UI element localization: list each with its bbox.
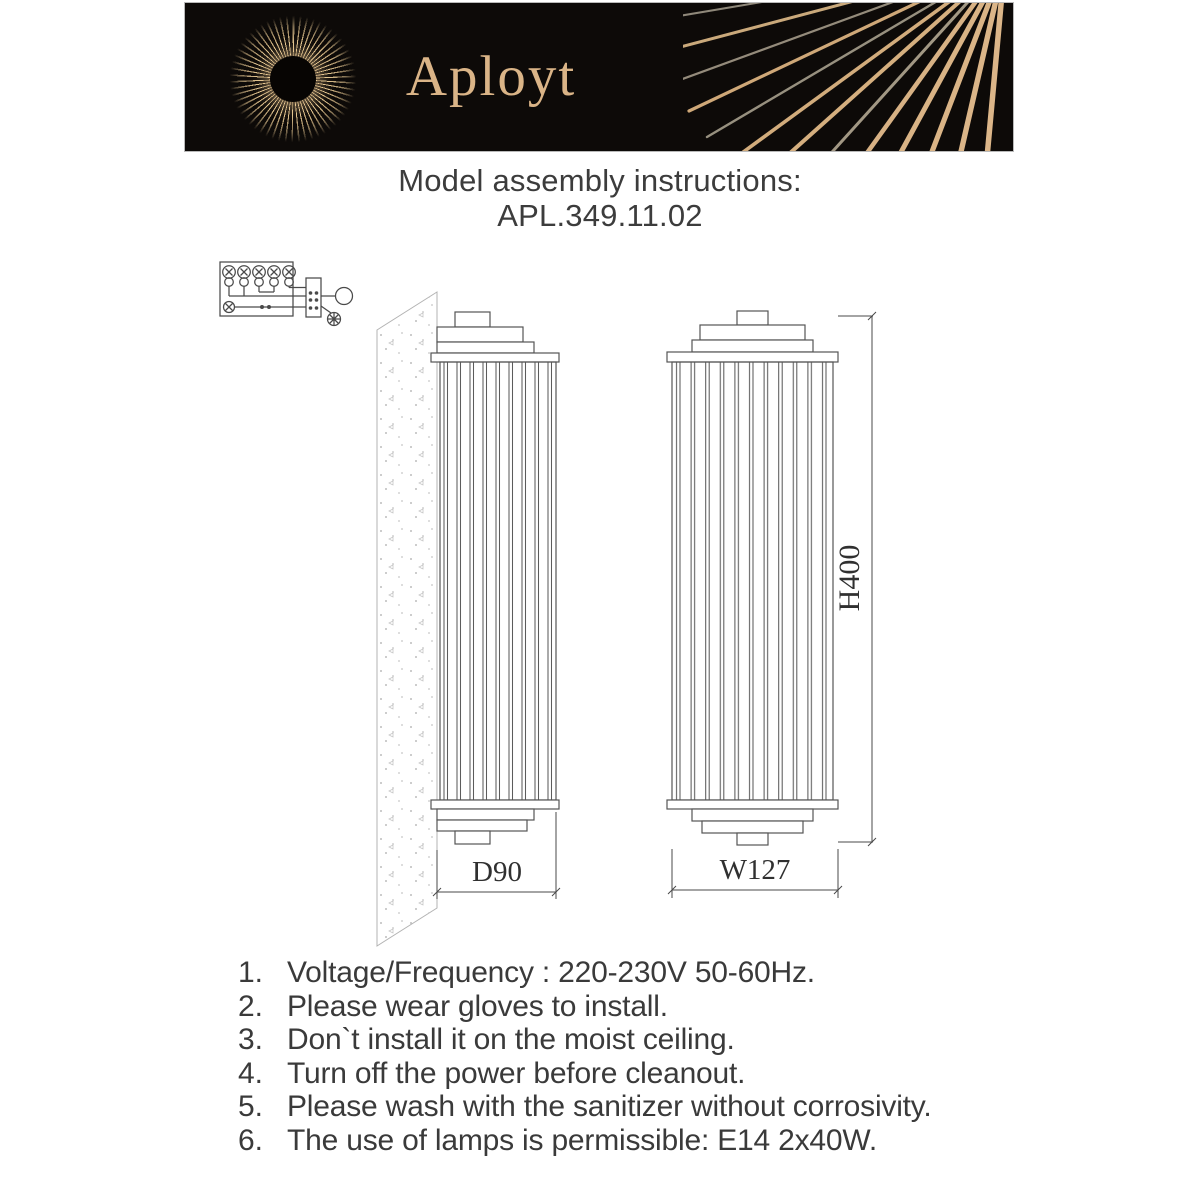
title-line1: Model assembly instructions: [398, 163, 802, 198]
sunburst-logo-icon [229, 15, 357, 143]
item-number: 5. [238, 1090, 264, 1123]
dim-label-h400: H400 [833, 544, 866, 612]
screw-terminals [223, 266, 296, 287]
item-text: Don`t install it on the moist ceiling. [287, 1023, 735, 1056]
brand-banner [184, 2, 1014, 152]
top-knob [737, 311, 768, 325]
list-item [238, 1057, 1038, 1091]
bottom-plate-1 [702, 821, 803, 833]
earth-symbol [328, 313, 341, 326]
connector-block [306, 278, 321, 317]
page-title [0, 163, 1200, 233]
bottom-plate-2 [437, 809, 534, 820]
top-knob [455, 312, 490, 327]
item-number: 1. [238, 956, 264, 989]
lamp-symbol [336, 288, 353, 305]
list-item [238, 1023, 1038, 1057]
dim-label-d90: D90 [472, 856, 522, 888]
bottom-rim [667, 800, 838, 809]
bottom-plate-2 [692, 809, 813, 821]
list-item [238, 1124, 1038, 1158]
top-plate-1 [700, 325, 805, 340]
item-number: 3. [238, 1023, 264, 1056]
fluted-glass-body [440, 362, 556, 800]
lamp-side-view [431, 312, 559, 844]
wall-surface [377, 292, 437, 946]
item-text: Turn off the power before cleanout. [287, 1056, 746, 1090]
brand-name: Aployt [405, 45, 577, 108]
technical-drawing [0, 250, 1200, 960]
wiring-diagram [220, 262, 353, 326]
bottom-rim [431, 800, 559, 809]
item-number: 4. [238, 1056, 264, 1090]
instruction-list [238, 956, 1038, 1157]
top-plate-1 [437, 327, 523, 342]
item-text: Voltage/Frequency : 220-230V 50-60Hz. [287, 956, 815, 989]
item-number: 2. [238, 989, 264, 1023]
item-text: Please wash with the sanitizer without corrosivity. [287, 1090, 932, 1123]
bottom-plate-1 [437, 820, 527, 831]
item-text: Please wear gloves to install. [287, 989, 668, 1023]
ground-screw [224, 302, 235, 313]
top-plate-2 [692, 340, 813, 352]
top-rim [431, 353, 559, 362]
top-rim [667, 352, 838, 362]
top-plate-2 [437, 342, 534, 353]
corner-rays-decoration [683, 3, 1013, 151]
dim-label-w127: W127 [719, 854, 791, 886]
list-item [238, 1090, 1038, 1124]
bottom-knob [455, 831, 490, 844]
item-text: The use of lamps is permissible: E14 2x40W. [287, 1123, 877, 1157]
fluted-glass-body [672, 362, 833, 800]
title-line2-model-code: APL.349.11.02 [497, 198, 703, 233]
lamp-front-view [667, 311, 838, 845]
dimension-w127 [668, 849, 842, 898]
dimension-h400 [833, 312, 876, 846]
item-number: 6. [238, 1123, 264, 1157]
bottom-knob [737, 833, 768, 845]
list-item [238, 990, 1038, 1024]
sunburst-core [270, 56, 316, 102]
list-item [238, 956, 1038, 990]
